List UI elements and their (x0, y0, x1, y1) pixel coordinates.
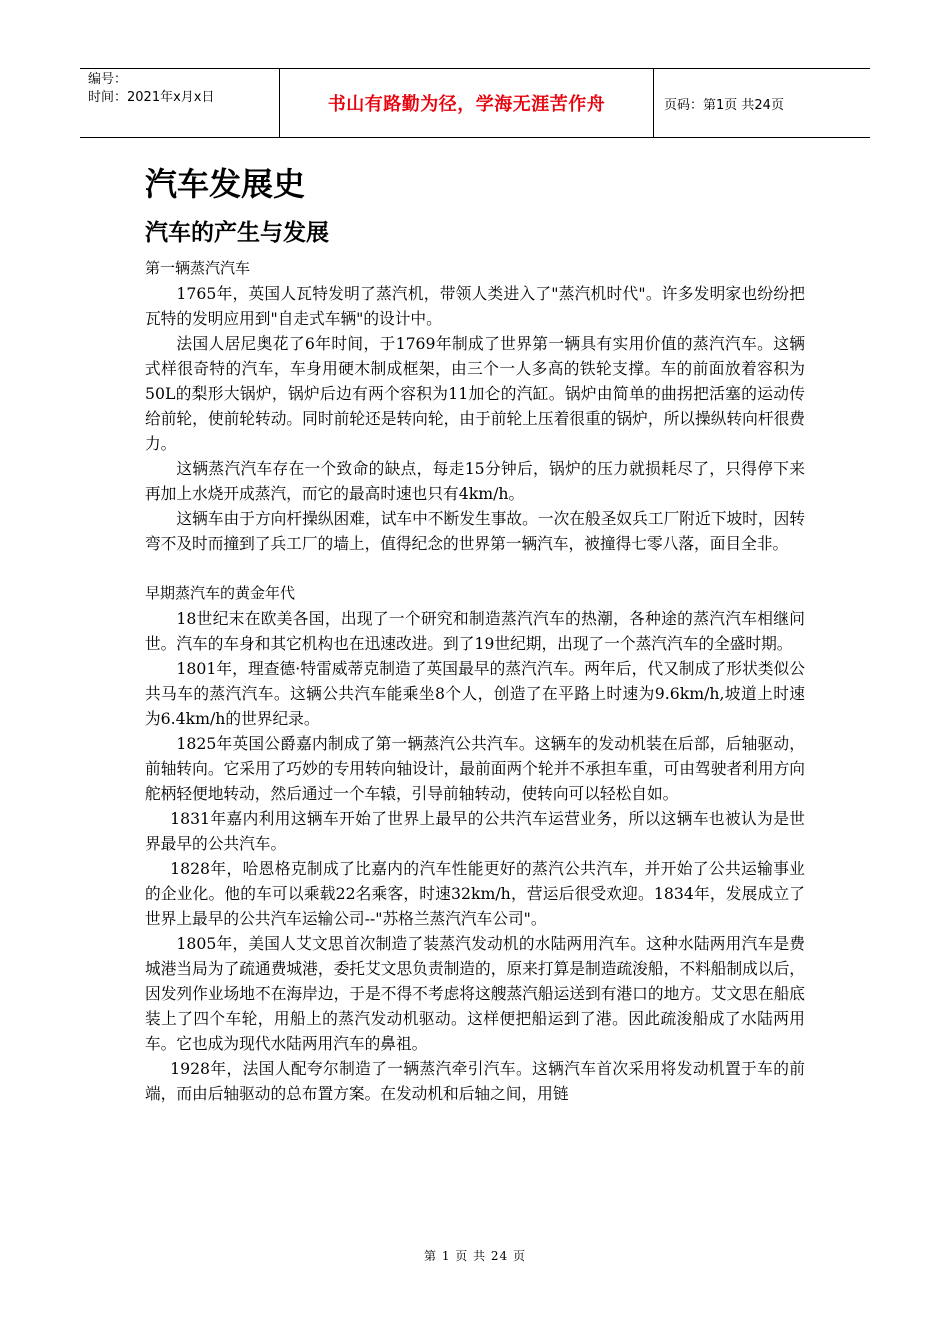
page-header (80, 68, 870, 138)
paragraph: 1801年，理查德·特雷威蒂克制造了英国最早的蒸汽汽车。两年后，代又制成了形状类似公共马车的蒸汽汽车。这辆公共汽车能乘坐8个人，创造了在平路上时速为9.6km/h,坡道上时速为6.4km/h的世界纪录。 (145, 659, 805, 728)
document-title: 汽车发展史 (145, 165, 306, 203)
header-motto-cell (280, 69, 654, 137)
document-body (145, 160, 805, 1106)
paragraph: 1831年嘉内利用这辆车开始了世界上最早的公共汽车运营业务，所以这辆车也被认为是世界最早的公共汽车。 (145, 809, 805, 853)
paragraph: 1928年，法国人配夸尔制造了一辆蒸汽牵引汽车。这辆汽车首次采用将发动机置于车的前端，而由后轴驱动的总布置方案。在发动机和后轴之间，用链 (145, 1059, 805, 1103)
document-subtitle: 汽车的产生与发展 (145, 220, 329, 246)
paragraph: 法国人居尼奥花了6年时间，于1769年制成了世界第一辆具有实用价值的蒸汽汽车。这辆式样很奇特的汽车，车身用硬木制成框架，由三个一人多高的铁轮支撑。车的前面放着容积为50L的梨形大锅炉，锅炉后边有两个容积为11加仑的汽缸。锅炉由简单的曲拐把活塞的运动传给前轮，使前轮转动。同时前轮还是转向轮，由于前轮上压着很重的锅炉，所以操纵转向杆很费力。 (145, 334, 805, 453)
paragraph: 这辆车由于方向杆操纵困难，试车中不断发生事故。一次在般圣奴兵工厂附近下坡时，因转弯不及时而撞到了兵工厂的墙上，值得纪念的世界第一辆汽车，被撞得七零八落，面目全非。 (145, 509, 805, 553)
blank-line (145, 556, 805, 581)
header-meta-cell (80, 69, 280, 137)
motto-text: 书山有路勤为径，学海无涯苦作舟 (327, 94, 606, 115)
page-footer: 第 1 页 共 24 页 (424, 1249, 526, 1263)
time-label: 时间：2021年x月x日 (88, 90, 215, 105)
number-label: 编号： (88, 72, 128, 87)
page-info: 页码：第1页 共24页 (664, 97, 784, 113)
paragraph: 1805年，美国人艾文思首次制造了装蒸汽发动机的水陆两用汽车。这种水陆两用汽车是费城港当局为了疏通费城港，委托艾文思负责制造的，原来打算是制造疏浚船，不料船制成以后，因发列作业场地不在海岸边，于是不得不考虑将这艘蒸汽船运送到有港口的地方。艾文思在船底装上了四个车轮，用船上的蒸汽发动机驱动。这样便把船运到了港。因此疏浚船成了水陆两用车。它也成为现代水陆两用汽车的鼻祖。 (145, 934, 805, 1053)
paragraph: 1828年，哈恩格克制成了比嘉内的汽车性能更好的蒸汽公共汽车，并开始了公共运输事业的企业化。他的车可以乘载22名乘客，时速32km/h，营运后很受欢迎。1834年，发展成立了世界上最早的公共汽车运输公司--"苏格兰蒸汽汽车公司"。 (145, 859, 805, 928)
section-heading: 第一辆蒸汽汽车 (145, 259, 251, 277)
header-page-cell (654, 69, 870, 137)
section-golden-age (145, 581, 805, 1106)
paragraph: 这辆蒸汽汽车存在一个致命的缺点，每走15分钟后，锅炉的压力就损耗尽了，只得停下来再加上水烧开成蒸汽，而它的最高时速也只有4km/h。 (145, 459, 805, 503)
section-first-steam-car (145, 256, 805, 556)
paragraph: 1825年英国公爵嘉内制成了第一辆蒸汽公共汽车。这辆车的发动机装在后部，后轴驱动，前轴转向。它采用了巧妙的专用转向轴设计，最前面两个轮并不承担车重，可由驾驶者利用方向舵柄轻便地转动，然后通过一个车辕，引导前轴转动，使转向可以轻松自如。 (145, 734, 805, 803)
section-heading: 早期蒸汽车的黄金年代 (145, 584, 296, 602)
paragraph: 18世纪末在欧美各国，出现了一个研究和制造蒸汽汽车的热潮，各种途的蒸汽汽车相继问世。汽车的车身和其它机构也在迅速改进。到了19世纪期，出现了一个蒸汽汽车的全盛时期。 (145, 609, 805, 653)
paragraph: 1765年，英国人瓦特发明了蒸汽机，带领人类进入了"蒸汽机时代"。许多发明家也纷纷把瓦特的发明应用到"自走式车辆"的设计中。 (145, 284, 805, 328)
